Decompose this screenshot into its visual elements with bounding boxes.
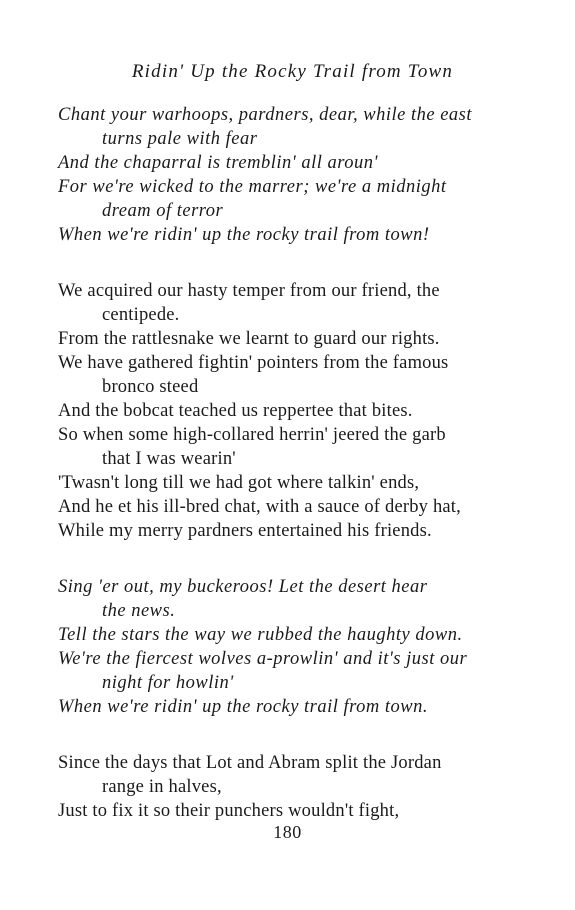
stanza-2-line: bronco steed — [102, 377, 199, 397]
stanza-3-line: Tell the stars the way we rubbed the haughty down. — [58, 625, 463, 645]
page-number: 180 — [273, 822, 302, 842]
stanza-4-line: Just to fix it so their punchers wouldn't fight, — [58, 801, 400, 821]
stanza-1-line: And the chaparral is tremblin' all aroun' — [58, 153, 378, 173]
stanza-2-line: that I was wearin' — [102, 449, 236, 469]
poem-title: Ridin' Up the Rocky Trail from Town — [131, 61, 454, 82]
stanza-2-line: 'Twasn't long till we had got where talkin' ends, — [58, 473, 420, 493]
stanza-2-line: centipede. — [102, 305, 180, 325]
stanza-3-line: We're the fiercest wolves a-prowlin' and it's just our — [58, 649, 468, 669]
stanza-1-line: When we're ridin' up the rocky trail from town! — [58, 225, 430, 245]
stanza-2-line: And he et his ill-bred chat, with a sauce of derby hat, — [58, 497, 461, 517]
stanza-4-line: range in halves, — [102, 777, 222, 797]
stanza-2-line: From the rattlesnake we learnt to guard our rights. — [58, 329, 440, 349]
stanza-1-line: turns pale with fear — [102, 129, 258, 149]
stanza-3-line: the news. — [102, 601, 176, 621]
stanza-2-line: So when some high-collared herrin' jeered the garb — [58, 425, 446, 445]
stanza-3-line: night for howlin' — [102, 673, 234, 693]
stanza-1-line: dream of terror — [102, 201, 224, 221]
stanza-1-line: For we're wicked to the marrer; we're a midnight — [58, 177, 447, 197]
stanza-2-line: We have gathered fightin' pointers from the famous — [58, 353, 449, 373]
stanza-3-line: Sing 'er out, my buckeroos! Let the desert hear — [58, 577, 428, 597]
stanza-2-line: We acquired our hasty temper from our friend, the — [58, 281, 440, 301]
stanza-4-line: Since the days that Lot and Abram split the Jordan — [58, 753, 442, 773]
stanza-2-line: While my merry pardners entertained his friends. — [58, 521, 432, 541]
stanza-1-line: Chant your warhoops, pardners, dear, while the east — [58, 105, 473, 125]
stanza-3-line: When we're ridin' up the rocky trail from town. — [58, 697, 429, 717]
stanza-2-line: And the bobcat teached us reppertee that bites. — [58, 401, 413, 421]
